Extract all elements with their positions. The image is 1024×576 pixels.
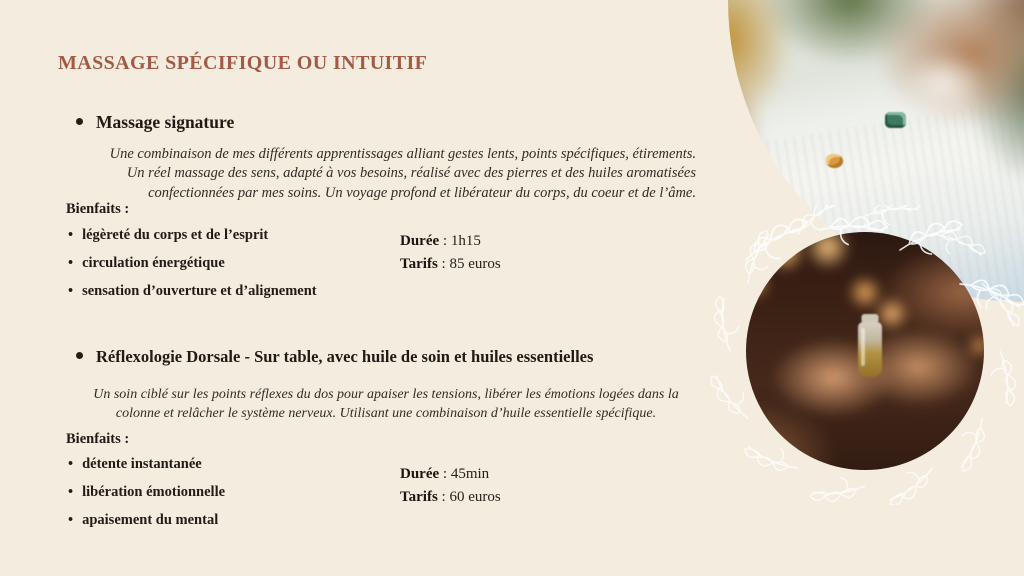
benefit-item: • détente instantanée	[68, 456, 225, 473]
price-line	[400, 253, 501, 276]
oil-bottle	[858, 322, 882, 377]
price-label: Tarifs	[400, 489, 438, 505]
green-crystal	[885, 112, 906, 128]
duration-value: 1h15	[450, 233, 481, 249]
page-title: MASSAGE SPÉCIFIQUE OU INTUITIF	[58, 52, 428, 74]
duration-line	[400, 230, 501, 253]
separator: :	[437, 256, 450, 272]
benefits-label: Bienfaits :	[66, 201, 130, 217]
section-heading-reflexologie-dorsale	[76, 347, 593, 367]
section-heading-label: Massage signature	[96, 112, 235, 132]
pricing-block	[400, 463, 501, 509]
bullet-icon	[76, 118, 83, 125]
benefit-item: • libération émotionnelle	[68, 484, 225, 501]
section-description: Une combinaison de mes différents apprentissages alliant gestes lents, points spécifiques, étirements. Un réel massage des sens, adapté à vos besoins, réalisé avec des pierres et des huiles aromatisées confectionnées par mes soins. Un voyage profond et libérateur du corps, du coeur et de l’âme.	[109, 146, 696, 201]
duration-label: Durée	[400, 466, 440, 482]
separator: :	[439, 466, 451, 482]
price-value: 60 euros	[449, 489, 501, 505]
price-value: 85 euros	[449, 256, 501, 272]
benefit-item: • légèreté du corps et de l’esprit	[68, 227, 317, 244]
benefits-list	[68, 456, 225, 540]
duration-line	[400, 463, 501, 486]
oil-pouring-photo	[746, 232, 984, 470]
pricing-block	[400, 230, 501, 276]
price-line	[400, 486, 501, 509]
section-heading-massage-signature	[76, 112, 234, 133]
benefit-item: • circulation énergétique	[68, 255, 317, 272]
separator: :	[437, 489, 450, 505]
section-description: Un soin ciblé sur les points réflexes du dos pour apaiser les tensions, libérer les émotions logées dans la colonne et relâcher le système nerveux. Utilisant une combinaison d’huile essentielle spécifique.	[93, 387, 679, 421]
benefit-item: • apaisement du mental	[68, 512, 225, 529]
duration-value: 45min	[450, 466, 490, 482]
benefit-item: • sensation d’ouverture et d’alignement	[68, 283, 317, 300]
section-heading-label: Réflexologie Dorsale - Sur table, avec huile de soin et huiles essentielles	[96, 347, 594, 366]
benefits-list	[68, 227, 317, 311]
orange-crystal	[826, 154, 843, 168]
separator: :	[439, 233, 451, 249]
duration-label: Durée	[400, 233, 440, 249]
price-label: Tarifs	[400, 256, 438, 272]
benefits-label: Bienfaits :	[66, 431, 130, 447]
bullet-icon	[76, 352, 83, 359]
